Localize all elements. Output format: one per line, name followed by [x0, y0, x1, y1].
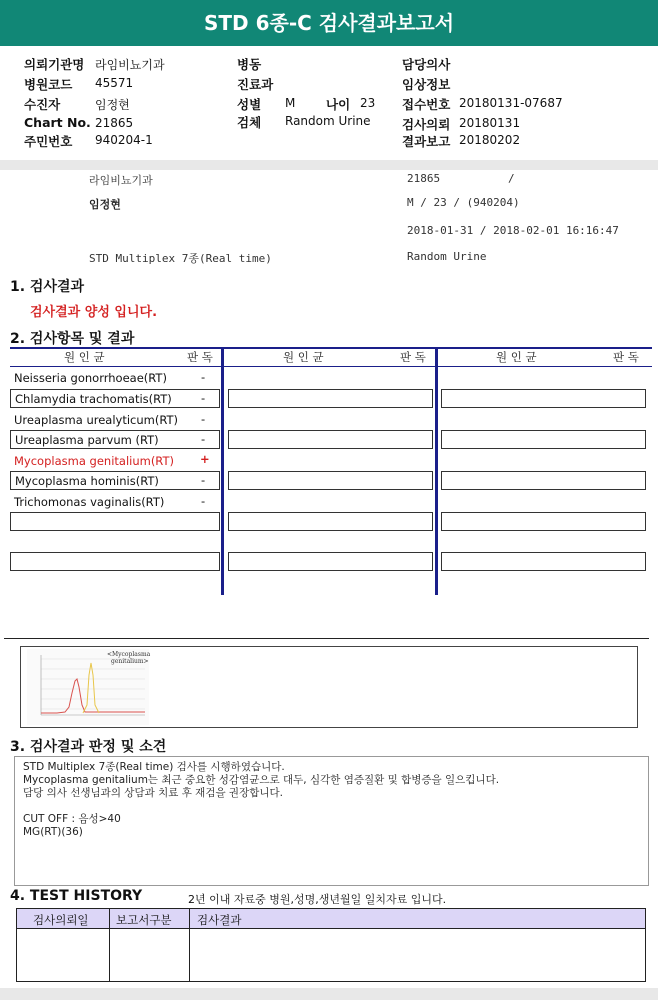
section3-title: 3. 검사결과 판정 및 소견: [10, 739, 167, 755]
history-table: [16, 908, 646, 982]
table-row-empty: [441, 471, 646, 490]
col-judgment-2: 판 독: [400, 350, 426, 364]
section2-title: 2. 검사항목 및 결과: [10, 331, 135, 347]
table-row-empty: [228, 430, 433, 449]
pathogen-name: Ureaplasma parvum (RT): [15, 433, 159, 447]
page-bottom-band: [0, 988, 658, 1000]
comment-line-4: CUT OFF : 음성>40: [23, 813, 121, 825]
hospital-label: 의뢰기관명: [24, 57, 85, 72]
pathogen-name: Chlamydia trachomatis(RT): [15, 392, 172, 406]
dept-label: 진료과: [237, 77, 274, 92]
divider-band: [0, 160, 658, 170]
summary-patient: 임정현: [89, 198, 121, 211]
specimen-value: Random Urine: [285, 114, 371, 128]
history-header-row: [17, 909, 645, 929]
sex-value: M: [285, 96, 296, 110]
col-judgment-1: 판 독: [187, 350, 213, 364]
report-date-value: 20180202: [459, 133, 521, 147]
table-row-empty: [441, 389, 646, 408]
section1-title: 1. 검사결과: [10, 279, 85, 295]
graph-title-2: genitalium>: [111, 658, 149, 665]
pathogen-result: +: [200, 452, 210, 466]
table-header-rule: [10, 366, 652, 367]
pathogen-name: Trichomonas vaginalis(RT): [14, 495, 165, 509]
history-col-report-type: 보고서구분: [116, 913, 172, 927]
age-label: 나이: [326, 97, 351, 112]
comment-line-1: STD Multiplex 7종(Real time) 검사를 시행하였습니다.: [23, 761, 285, 773]
result-positive-text: 검사결과 양성 입니다.: [30, 305, 158, 320]
pathogen-result: -: [201, 473, 206, 487]
summary-sexage: M / 23 / (940204): [407, 196, 520, 209]
hospital-value: 라임비뇨기과: [95, 58, 165, 72]
summary-slash: /: [508, 172, 515, 185]
col-pathogen-3: 원 인 균: [496, 350, 537, 364]
table-row: [10, 409, 220, 429]
pathogen-result: -: [201, 412, 206, 426]
report-title: STD 6종-C 검사결과보고서: [203, 11, 455, 35]
pathogen-result: -: [201, 391, 206, 405]
summary-hospital: 라임비뇨기과: [89, 174, 153, 187]
report-header: [0, 0, 658, 46]
graph-panel: [20, 646, 638, 728]
col-judgment-3: 판 독: [613, 350, 639, 364]
request-label: 검사의뢰: [402, 117, 451, 132]
comment-panel: [14, 756, 649, 886]
chart-value: 21865: [95, 116, 134, 130]
table-row-empty: [228, 512, 433, 531]
pathogen-name: Mycoplasma genitalium(RT): [14, 454, 174, 468]
table-divider-1: [221, 347, 224, 595]
section4-title: 4. TEST HISTORY: [10, 888, 143, 904]
patient-value: 임정현: [95, 98, 130, 112]
table-row-empty: [228, 471, 433, 490]
chart-label: Chart No.: [24, 115, 91, 130]
code-value: 45571: [95, 76, 134, 90]
history-col-divider-1: [109, 909, 110, 981]
comment-line-3: 담당 의사 선생님과의 상담과 치료 후 재검을 권장합니다.: [23, 787, 283, 799]
table-row: [10, 491, 220, 511]
pathogen-name: Mycoplasma hominis(RT): [15, 474, 159, 488]
specimen-label: 검체: [237, 115, 262, 130]
graph-title-1: <Mycoplasma: [107, 651, 151, 658]
report-date-label: 결과보고: [402, 134, 451, 149]
pathogen-result: -: [201, 494, 206, 508]
history-note: 2년 이내 자료중 병원,성명,생년월일 일치자료 입니다.: [188, 893, 447, 906]
code-label: 병원코드: [24, 77, 73, 92]
col-pathogen-2: 원 인 균: [283, 350, 324, 364]
clinical-label: 임상정보: [402, 77, 451, 92]
table-row-empty: [228, 552, 433, 571]
ward-label: 병동: [237, 57, 262, 72]
summary-test: STD Multiplex 7종(Real time): [89, 252, 272, 265]
comment-line-2: Mycoplasma genitalium는 최근 중요한 성감염균으로 대두, 심각한 염증질환 및 합병증을 일으킵니다.: [23, 774, 500, 786]
table-row: [10, 450, 220, 470]
pathogen-result: -: [201, 432, 206, 446]
history-col-result: 검사결과: [197, 913, 242, 927]
pathogen-name: Neisseria gonorrhoeae(RT): [14, 371, 167, 385]
request-value: 20180131: [459, 116, 521, 130]
table-row: [10, 389, 220, 408]
comment-line-5: MG(RT)(36): [23, 826, 83, 838]
patient-label: 수진자: [24, 97, 61, 112]
table-row-empty: [10, 552, 220, 571]
summary-specimen: Random Urine: [407, 250, 487, 263]
receipt-label: 접수번호: [402, 97, 451, 112]
doctor-label: 담당의사: [402, 57, 451, 72]
table-top-rule: [10, 347, 652, 349]
summary-chart: 21865: [407, 172, 441, 185]
history-col-request-date: 검사의뢰일: [33, 913, 89, 927]
section-separator: [4, 638, 649, 639]
receipt-value: 20180131-07687: [459, 96, 563, 110]
history-col-divider-2: [189, 909, 190, 981]
id-value: 940204-1: [95, 133, 153, 147]
table-row-empty: [441, 552, 646, 571]
age-value: 23: [360, 96, 376, 110]
table-row-empty: [441, 430, 646, 449]
table-row-empty: [441, 512, 646, 531]
table-row: [10, 368, 220, 388]
table-divider-2: [435, 347, 438, 595]
table-row: [10, 430, 220, 449]
pathogen-name: Ureaplasma urealyticum(RT): [14, 413, 179, 427]
col-pathogen-1: 원 인 균: [64, 350, 105, 364]
summary-dates: 2018-01-31 / 2018-02-01 16:16:47: [407, 224, 619, 237]
table-row-empty: [228, 389, 433, 408]
pathogen-result: -: [201, 370, 206, 384]
sex-label: 성별: [237, 97, 262, 112]
table-row-empty: [10, 512, 220, 531]
id-label: 주민번호: [24, 134, 73, 149]
table-row: [10, 471, 220, 490]
